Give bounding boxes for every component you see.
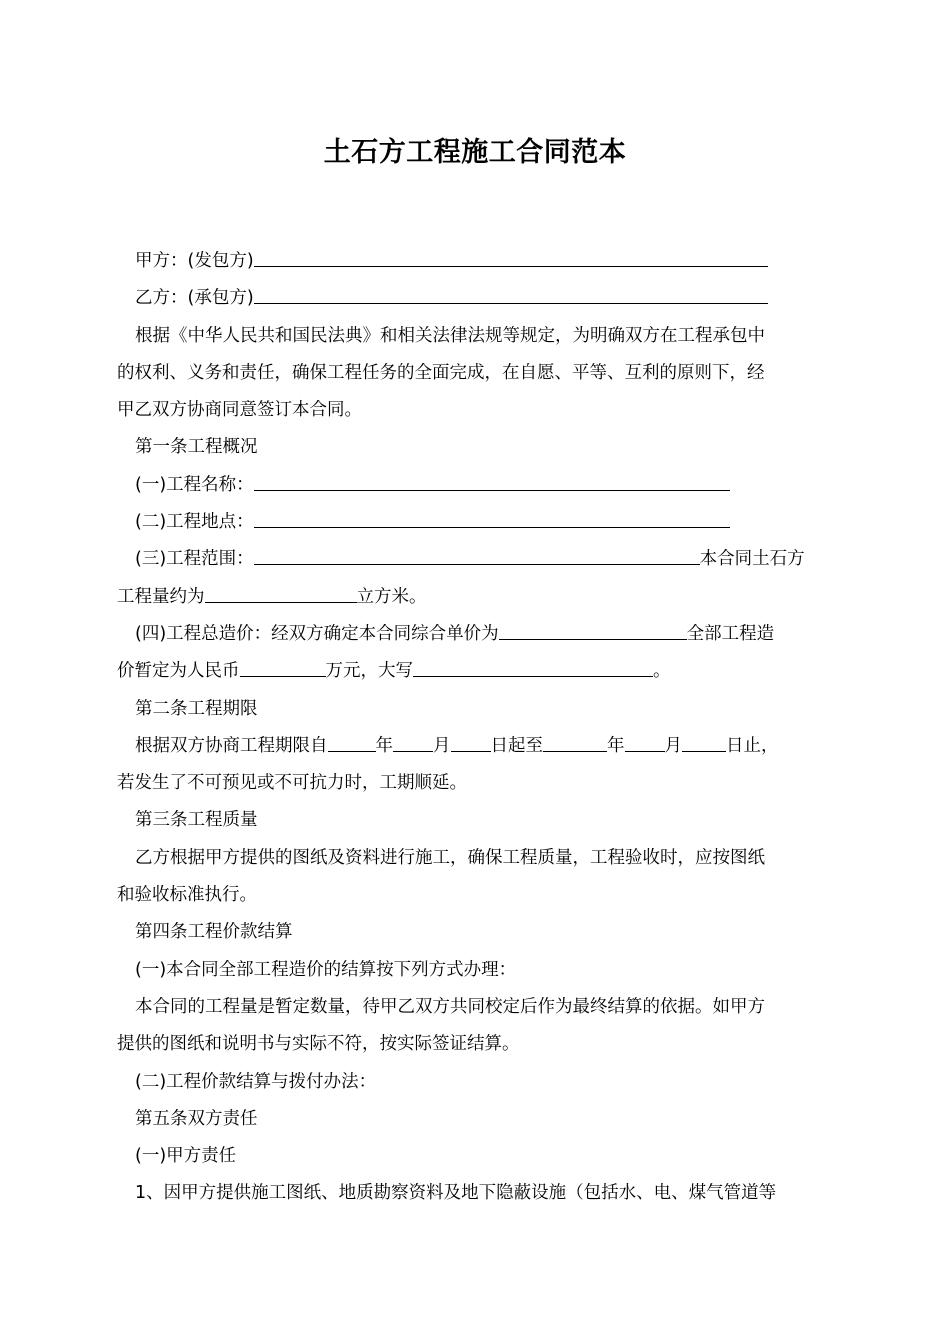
text-segment: 乙方根据甲方提供的图纸及资料进行施工，确保工程质量，工程验收时，应按图纸 bbox=[135, 847, 765, 868]
text-line bbox=[117, 504, 837, 541]
text-segment: 根据双方协商工程期限自 bbox=[135, 735, 328, 756]
text-segment: 第五条双方责任 bbox=[135, 1108, 258, 1129]
text-line bbox=[117, 728, 837, 765]
text-segment: 。 bbox=[653, 661, 671, 682]
text-segment: 的权利、义务和责任，确保工程任务的全面完成，在自愿、平等、互利的原则下，经 bbox=[117, 362, 765, 383]
text-line bbox=[117, 1138, 837, 1175]
text-segment: 第二条工程期限 bbox=[135, 698, 258, 719]
fill-in-blank bbox=[682, 730, 726, 752]
fill-in-blank bbox=[254, 282, 768, 304]
text-segment: (一)本合同全部工程造价的结算按下列方式办理： bbox=[135, 959, 517, 980]
text-segment: (一)甲方责任 bbox=[135, 1146, 237, 1167]
text-segment: 月 bbox=[433, 735, 451, 756]
fill-in-blank bbox=[499, 618, 687, 640]
text-segment: 提供的图纸和说明书与实际不符，按实际签证结算。 bbox=[117, 1034, 520, 1055]
fill-in-blank bbox=[254, 506, 730, 528]
text-segment: 第三条工程质量 bbox=[135, 810, 258, 831]
text-segment: 日止， bbox=[726, 735, 779, 756]
text-line bbox=[117, 989, 837, 1026]
text-segment: (三)工程范围： bbox=[135, 549, 254, 570]
text-segment: (一)工程名称： bbox=[135, 474, 254, 495]
text-line bbox=[117, 653, 837, 690]
fill-in-blank bbox=[205, 581, 357, 603]
text-line bbox=[117, 914, 837, 951]
text-line bbox=[117, 318, 837, 355]
text-segment: 万元，大写 bbox=[325, 661, 413, 682]
fill-in-blank bbox=[240, 655, 326, 677]
text-line bbox=[117, 840, 837, 877]
text-segment: 甲方：(发包方) bbox=[135, 251, 254, 271]
text-line bbox=[117, 765, 837, 802]
fill-in-blank bbox=[328, 730, 376, 752]
text-segment: 月 bbox=[664, 735, 682, 756]
text-segment: 和验收标准执行。 bbox=[117, 885, 257, 906]
fill-in-blank bbox=[254, 469, 730, 491]
text-segment: 第四条工程价款结算 bbox=[135, 922, 293, 943]
fill-in-blank bbox=[625, 730, 665, 752]
text-segment: (二)工程价款结算与拨付办法： bbox=[135, 1071, 377, 1092]
text-segment: 年 bbox=[607, 735, 625, 756]
text-line bbox=[117, 280, 837, 317]
text-line bbox=[117, 392, 837, 429]
text-segment: 乙方：(承包方) bbox=[135, 288, 254, 309]
text-segment: 年 bbox=[375, 735, 393, 756]
fill-in-blank bbox=[393, 730, 433, 752]
text-segment: 1、因甲方提供施工图纸、地质勘察资料及地下隐蔽设施（包括水、电、煤气管道等 bbox=[135, 1183, 777, 1204]
text-segment: 第一条工程概况 bbox=[135, 437, 258, 458]
text-segment: 立方米。 bbox=[356, 586, 427, 607]
text-line bbox=[117, 429, 837, 466]
text-line bbox=[117, 579, 837, 616]
document-title: 土石方工程施工合同范本 bbox=[323, 137, 627, 168]
text-segment: 若发生了不可预见或不可抗力时，工期顺延。 bbox=[117, 773, 467, 794]
text-segment: 工程量约为 bbox=[117, 586, 205, 607]
fill-in-blank bbox=[543, 730, 607, 752]
text-line bbox=[117, 1064, 837, 1101]
text-segment: 根据《中华人民共和国民法典》和相关法律法规等规定，为明确双方在工程承包中 bbox=[135, 325, 765, 346]
text-line bbox=[117, 1101, 837, 1138]
fill-in-blank bbox=[254, 245, 768, 267]
fill-in-blank bbox=[413, 655, 653, 677]
text-line bbox=[117, 877, 837, 914]
text-segment: 日起至 bbox=[490, 735, 543, 756]
text-line bbox=[117, 1175, 837, 1212]
text-segment: 本合同的工程量是暂定数量，待甲乙双方共同校定后作为最终结算的依据。如甲方 bbox=[135, 996, 765, 1017]
text-segment: (二)工程地点： bbox=[135, 512, 254, 533]
fill-in-blank bbox=[451, 730, 491, 752]
text-line bbox=[117, 802, 837, 839]
text-line bbox=[117, 691, 837, 728]
text-line bbox=[117, 541, 837, 578]
text-line bbox=[117, 952, 837, 989]
text-line bbox=[117, 467, 837, 504]
text-line bbox=[117, 243, 837, 280]
text-segment: 全部工程造 bbox=[686, 623, 775, 644]
text-segment: (四)工程总造价：经双方确定本合同综合单价为 bbox=[135, 623, 499, 644]
text-segment: 本合同土石方 bbox=[699, 549, 805, 570]
text-line bbox=[117, 1026, 837, 1063]
document-body bbox=[117, 243, 837, 1213]
text-line bbox=[117, 616, 837, 653]
text-segment: 甲乙双方协商同意签订本合同。 bbox=[117, 400, 362, 421]
text-segment: 价暂定为人民币 bbox=[117, 661, 240, 682]
text-line bbox=[117, 355, 837, 392]
fill-in-blank bbox=[254, 543, 700, 565]
